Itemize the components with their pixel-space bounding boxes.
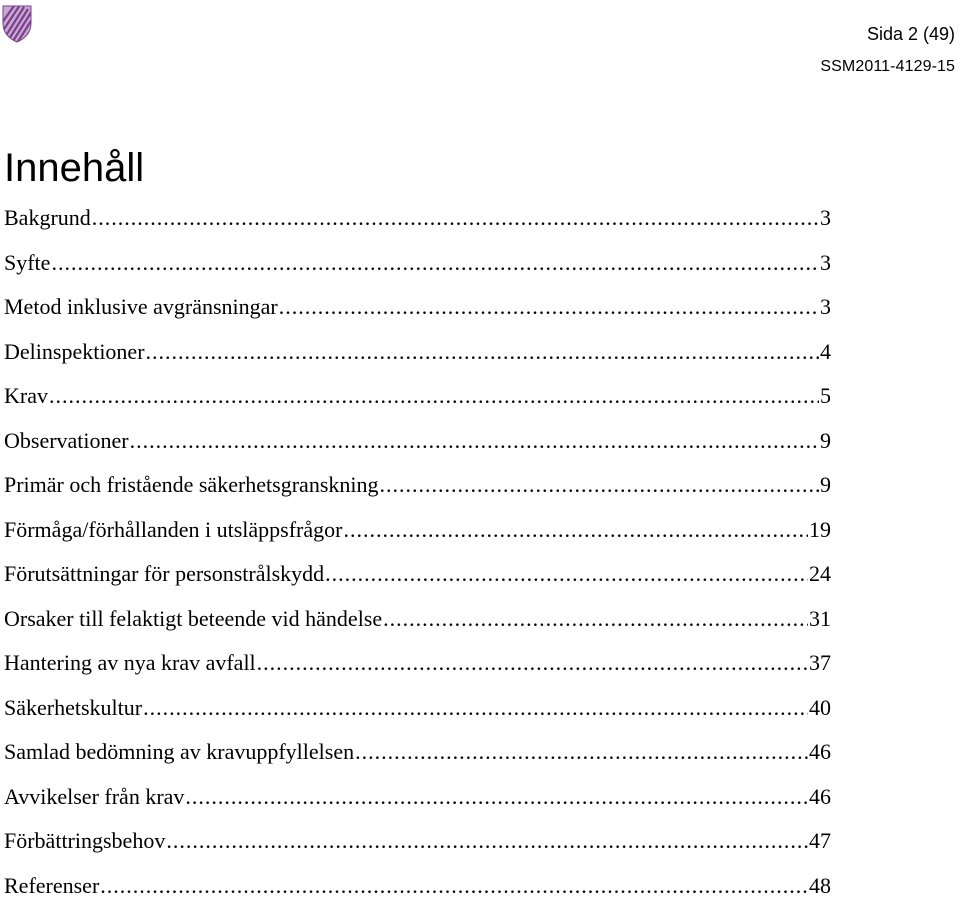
toc-entry[interactable] bbox=[4, 508, 831, 553]
toc-entry-page: 3 bbox=[820, 196, 831, 241]
toc-entry[interactable] bbox=[4, 775, 831, 820]
toc-entry-page: 24 bbox=[809, 552, 831, 597]
dot-leader bbox=[143, 686, 808, 731]
toc-entry-label: Säkerhetskultur bbox=[4, 686, 142, 731]
toc-entry-page: 47 bbox=[809, 819, 831, 864]
toc-entry-label: Krav bbox=[4, 374, 48, 419]
toc-entry[interactable] bbox=[4, 241, 831, 286]
toc-entry-label: Förbättringsbehov bbox=[4, 819, 165, 864]
toc-entry[interactable] bbox=[4, 686, 831, 731]
toc-title: Innehåll bbox=[4, 142, 144, 194]
toc-entry[interactable] bbox=[4, 864, 831, 908]
toc-entry[interactable] bbox=[4, 374, 831, 419]
toc-entry[interactable] bbox=[4, 597, 831, 642]
toc-entry-page: 46 bbox=[809, 775, 831, 820]
dot-leader bbox=[355, 730, 808, 775]
dot-leader bbox=[166, 819, 808, 864]
toc-entry-page: 40 bbox=[809, 686, 831, 731]
toc-entry-label: Syfte bbox=[4, 241, 50, 286]
toc-entry[interactable] bbox=[4, 196, 831, 241]
toc-entry-label: Förmåga/förhållanden i utsläppsfrågor bbox=[4, 508, 342, 553]
toc-entry-label: Hantering av nya krav avfall bbox=[4, 641, 256, 686]
toc-entry[interactable] bbox=[4, 285, 831, 330]
page-number: Sida 2 (49) bbox=[820, 22, 955, 46]
dot-leader bbox=[383, 597, 808, 642]
dot-leader bbox=[185, 775, 808, 820]
toc-entry-label: Primär och fristående säkerhetsgranskning bbox=[4, 463, 379, 508]
dot-leader bbox=[130, 419, 819, 464]
dot-leader bbox=[380, 463, 820, 508]
dot-leader bbox=[100, 864, 808, 908]
toc-entry-label: Samlad bedömning av kravuppfyllelsen bbox=[4, 730, 354, 775]
ssm-logo-icon bbox=[2, 3, 32, 43]
toc-entry-page: 3 bbox=[820, 241, 831, 286]
toc-entry-label: Referenser bbox=[4, 864, 99, 908]
toc-entry-page: 3 bbox=[820, 285, 831, 330]
toc-entry-page: 31 bbox=[809, 597, 831, 642]
toc-entry-page: 37 bbox=[809, 641, 831, 686]
toc-entry-page: 9 bbox=[820, 419, 831, 464]
toc-entry[interactable] bbox=[4, 730, 831, 775]
page-header bbox=[820, 22, 955, 77]
toc-entry-label: Förutsättningar för personstrålskydd bbox=[4, 552, 324, 597]
toc-entry-label: Observationer bbox=[4, 419, 129, 464]
toc-entry-page: 9 bbox=[820, 463, 831, 508]
toc-entry-label: Bakgrund bbox=[4, 196, 91, 241]
document-id: SSM2011-4129-15 bbox=[820, 57, 955, 77]
dot-leader bbox=[279, 285, 819, 330]
toc-entry-page: 19 bbox=[809, 508, 831, 553]
dot-leader bbox=[146, 330, 819, 375]
dot-leader bbox=[325, 552, 808, 597]
dot-leader bbox=[343, 508, 808, 553]
toc-entry[interactable] bbox=[4, 641, 831, 686]
toc-entry[interactable] bbox=[4, 330, 831, 375]
table-of-contents bbox=[4, 196, 831, 908]
toc-entry-page: 48 bbox=[809, 864, 831, 908]
toc-entry[interactable] bbox=[4, 552, 831, 597]
toc-entry-page: 46 bbox=[809, 730, 831, 775]
toc-entry-label: Delinspektioner bbox=[4, 330, 145, 375]
dot-leader bbox=[92, 196, 819, 241]
toc-entry[interactable] bbox=[4, 819, 831, 864]
toc-entry-label: Metod inklusive avgränsningar bbox=[4, 285, 278, 330]
dot-leader bbox=[51, 241, 819, 286]
dot-leader bbox=[49, 374, 819, 419]
toc-entry-label: Orsaker till felaktigt beteende vid händelse bbox=[4, 597, 382, 642]
toc-entry[interactable] bbox=[4, 463, 831, 508]
toc-entry-page: 5 bbox=[820, 374, 831, 419]
toc-entry-label: Avvikelser från krav bbox=[4, 775, 184, 820]
toc-entry-page: 4 bbox=[820, 330, 831, 375]
dot-leader bbox=[257, 641, 808, 686]
toc-entry[interactable] bbox=[4, 419, 831, 464]
